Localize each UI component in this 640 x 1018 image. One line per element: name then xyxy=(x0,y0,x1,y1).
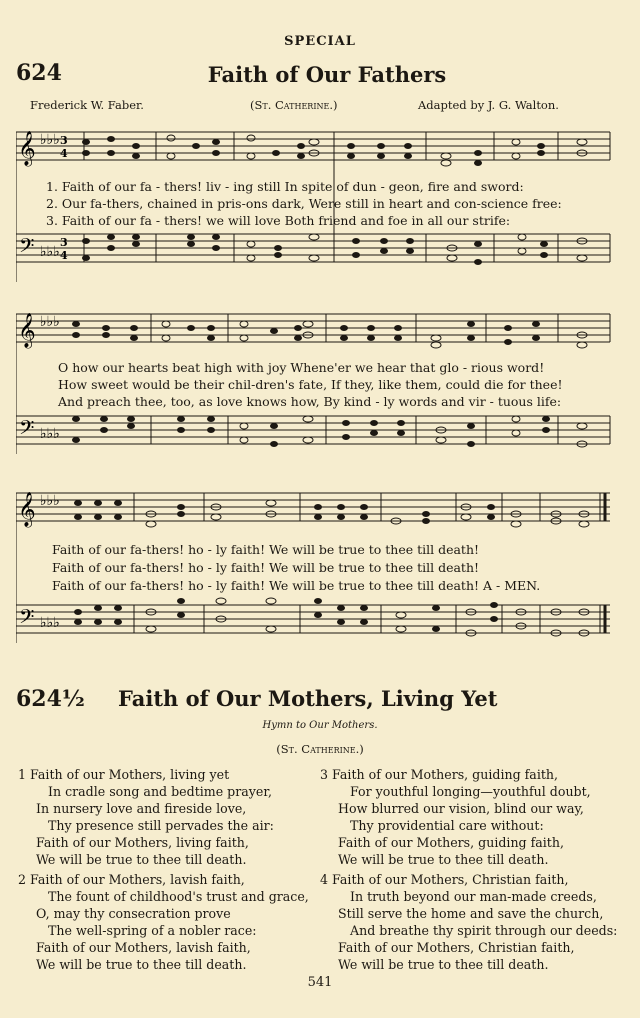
treble-clef-icon: 𝄞 xyxy=(18,492,36,527)
verse-line: In truth beyond our man-made creeds, xyxy=(350,889,597,904)
flat-sign-icon: ♭♭♭ xyxy=(40,426,60,442)
bass-clef-icon: 𝄢 xyxy=(19,234,35,262)
verse-line: We will be true to thee till death. xyxy=(338,957,549,972)
notes-bass-3 xyxy=(74,598,589,636)
verse-line: For youthful longing—youthful doubt, xyxy=(350,784,591,799)
verse-line: In cradle song and bedtime prayer, xyxy=(48,784,272,799)
lyric-line: Faith of our fa-thers! ho - ly faith! We will be true to thee till death! xyxy=(52,542,480,557)
svg-text:4: 4 xyxy=(60,249,68,262)
verse-line: Faith of our Mothers, living faith, xyxy=(36,835,249,850)
verse-number: 1 xyxy=(18,767,27,782)
treble-clef-icon: 𝄞 xyxy=(18,313,36,348)
lyric-line: 2. Our fa-thers, chained in pris-ons dark, Were still in heart and con-science free: xyxy=(46,196,562,211)
hymn-title: Faith of Our Fathers xyxy=(207,62,447,87)
lyric-line: Faith of our fa-thers! ho - ly faith! We will be true to thee till death! A - MEN. xyxy=(52,578,541,593)
hymn-title: Faith of Our Mothers, Living Yet xyxy=(118,686,498,711)
verse-line: We will be true to thee till death. xyxy=(36,957,247,972)
verse-2 xyxy=(18,871,309,973)
hymn-subtitle: Hymn to Our Mothers. xyxy=(262,720,378,731)
music-system-1 xyxy=(16,122,612,302)
verse-line: Faith of our Mothers, Christian faith, xyxy=(338,940,575,955)
verse-line: Faith of our Mothers, lavish faith, xyxy=(36,940,251,955)
verse-line: Faith of our Mothers, Christian faith, xyxy=(332,872,569,887)
hymn-number: 624½ xyxy=(16,686,85,712)
verse-line: Faith of our Mothers, guiding faith, xyxy=(332,767,559,782)
verse-line: Thy presence still pervades the air: xyxy=(48,818,274,833)
hymn-number: 624 xyxy=(16,60,62,86)
lyric-line: How sweet would be their chil-dren's fate, If they, like them, could die for thee! xyxy=(58,377,563,392)
lyric-line: 3. Faith of our fa - thers! we will love Both friend and foe in all our strife: xyxy=(46,213,511,228)
verse-line: In nursery love and fireside love, xyxy=(36,801,247,816)
lyric-line: And preach thee, too, as love knows how, By kind - ly words and vir - tuous life: xyxy=(58,394,562,409)
lyric-line: Faith of our fa-thers! ho - ly faith! We will be true to thee till death! xyxy=(52,560,480,575)
hymn-author: Frederick W. Faber. xyxy=(30,98,144,112)
bass-staff xyxy=(16,416,610,447)
hymn-tune: (St. Catherine.) xyxy=(250,98,338,112)
verse-number: 3 xyxy=(320,767,329,782)
verse-line: Thy providential care without: xyxy=(350,818,544,833)
hymn-tune: (St. Catherine.) xyxy=(276,742,364,756)
verse-line: The fount of childhood's trust and grace, xyxy=(48,889,309,904)
notes-bass-2 xyxy=(72,416,587,447)
flat-sign-icon: ♭♭♭ xyxy=(40,244,60,260)
verse-line: And breathe thy spirit through our deeds: xyxy=(350,923,618,938)
section-heading: SPECIAL xyxy=(284,34,356,49)
flat-sign-icon: ♭♭♭ xyxy=(40,132,60,148)
bass-clef-icon: 𝄢 xyxy=(19,605,35,633)
verse-3 xyxy=(320,766,591,868)
music-staves-1 xyxy=(16,122,612,302)
bass-clef-icon: 𝄢 xyxy=(19,416,35,444)
verse-line: Faith of our Mothers, guiding faith, xyxy=(338,835,564,850)
verse-line: How blurred our vision, blind our way, xyxy=(338,801,584,816)
verse-number: 2 xyxy=(18,872,27,887)
verse-line: Faith of our Mothers, lavish faith, xyxy=(30,872,245,887)
verse-line: The well-spring of a nobler race: xyxy=(48,923,257,938)
svg-text:3: 3 xyxy=(60,236,68,249)
verse-line: Still serve the home and save the church, xyxy=(338,906,604,921)
flat-sign-icon: ♭♭♭ xyxy=(40,314,60,330)
verse-line: Faith of our Mothers, living yet xyxy=(30,767,230,782)
svg-text:4: 4 xyxy=(60,147,68,160)
hymn-arranger: Adapted by J. G. Walton. xyxy=(418,98,559,112)
verse-number: 4 xyxy=(320,872,329,887)
verse-line: We will be true to thee till death. xyxy=(338,852,549,867)
page-number: 541 xyxy=(307,975,333,990)
flat-sign-icon: ♭♭♭ xyxy=(40,615,60,631)
svg-text:3: 3 xyxy=(60,134,68,147)
verse-line: We will be true to thee till death. xyxy=(36,852,247,867)
verse-4 xyxy=(320,871,617,973)
lyric-line: 1. Faith of our fa - thers! liv - ing still In spite of dun - geon, fire and sword: xyxy=(46,179,524,194)
bass-staff xyxy=(16,598,610,636)
treble-clef-icon: 𝄞 xyxy=(18,131,36,166)
verse-1 xyxy=(18,766,274,868)
flat-sign-icon: ♭♭♭ xyxy=(40,493,60,509)
lyric-line: O how our hearts beat high with joy Whene'er we hear that glo - rious word! xyxy=(58,360,545,375)
verse-line: O, may thy consecration prove xyxy=(36,906,231,921)
